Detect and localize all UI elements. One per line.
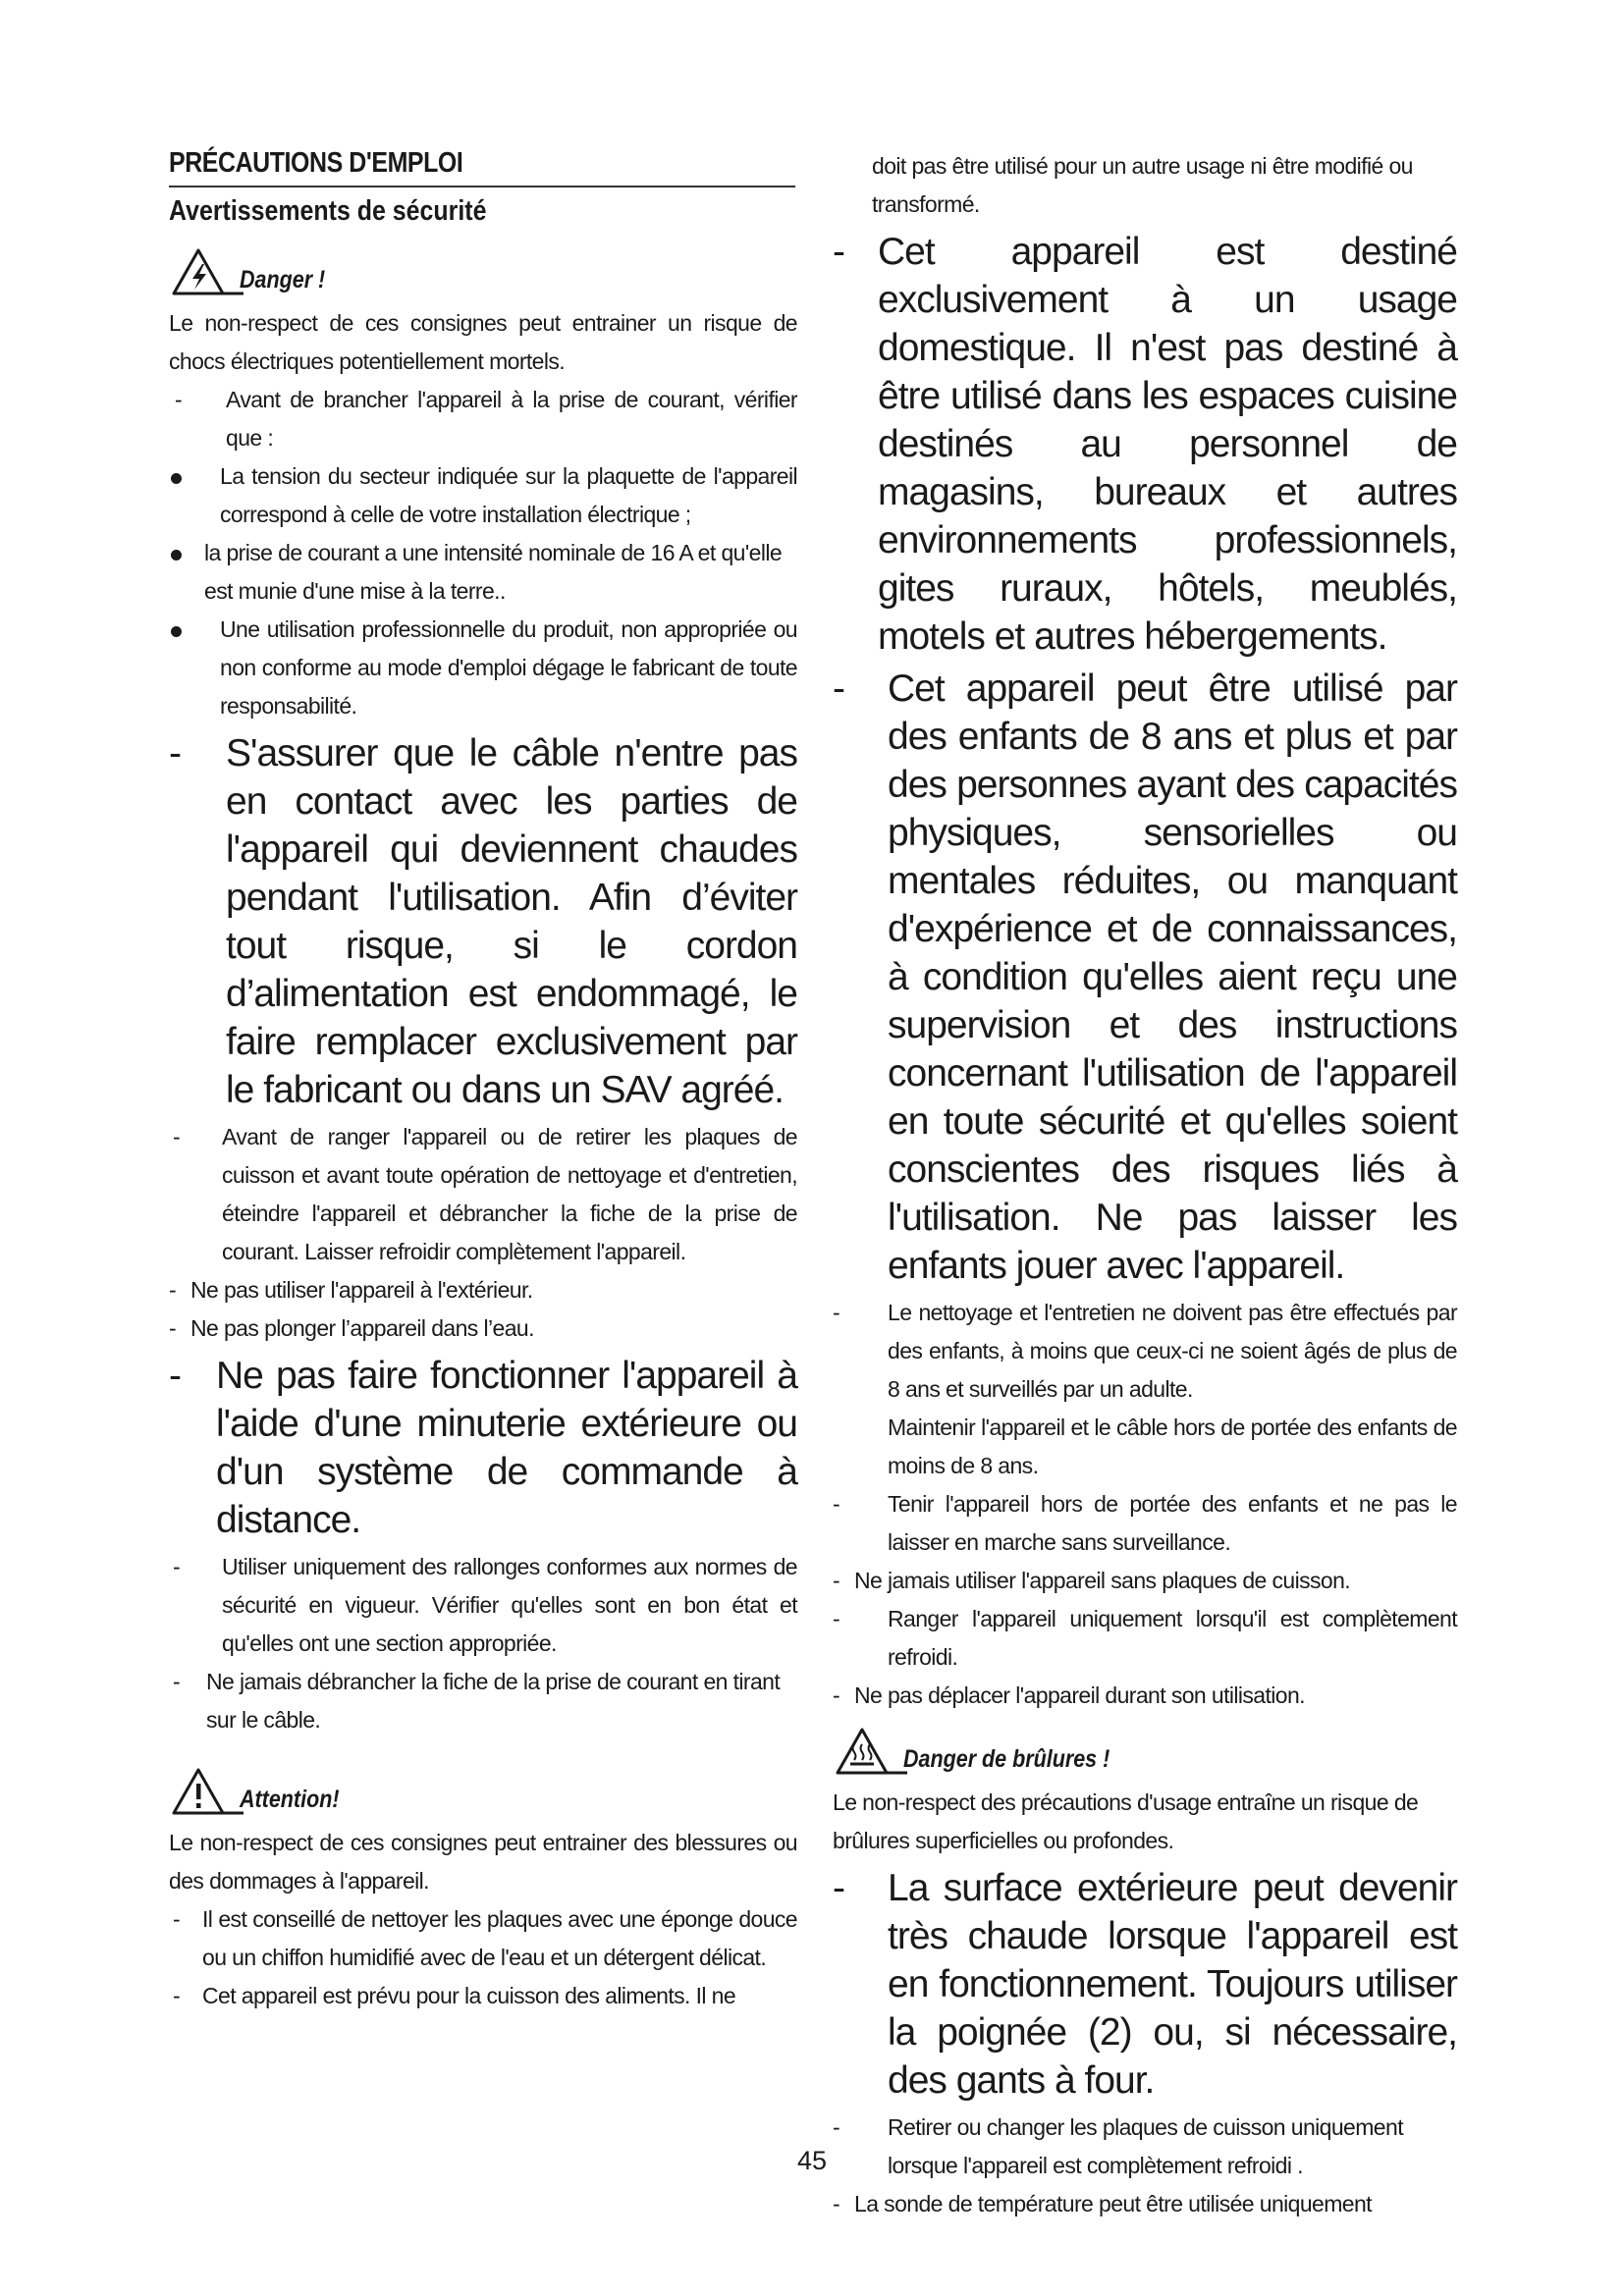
list-item-text: Utiliser uniquement des rallonges conformes aux normes de sécurité en vigueur. Vérifier qu'elles sont en bon état et qu'elles ont une section appropriée. (222, 1554, 797, 1656)
list-item (169, 1309, 797, 1348)
page-number: 45 (796, 2146, 828, 2175)
dash-marker: - (833, 1491, 840, 1517)
list-item-text: Ranger l'appareil uniquement lorsqu'il est complètement refroidi. (888, 1606, 1457, 1670)
list-item-text: Ne jamais utiliser l'appareil sans plaques de cuisson. (854, 1568, 1351, 1593)
dash-marker: - (169, 1315, 177, 1341)
list-item-text: Cet appareil peut être utilisé par des enfants de 8 ans et plus et par des personnes ayant des capacités physiques, sensorielles ou mentales réduites, ou manquant d'expérience et de connaissances, à condition qu'elles aient reçu une supervision et des instructions concernant l'utilisation de l'appareil en toute sécurité et qu'elles soient conscientes des risques liés à l'utilisation. Ne pas laisser les enfants jouer avec l'appareil. (888, 667, 1457, 1287)
dash-marker: - (833, 1300, 840, 1325)
dash-marker: - (173, 1669, 181, 1694)
list-item (169, 1271, 797, 1309)
list-item (169, 457, 797, 534)
list-item-text: Cet appareil est prévu pour la cuisson des aliments. Il ne (202, 1983, 736, 2008)
list-item (833, 1677, 1457, 1715)
list-item (169, 1900, 797, 1977)
list-item (169, 1663, 797, 1739)
list-item-text: Il est conseillé de nettoyer les plaques avec une éponge douce ou un chiffon humidifié avec de l'eau et un détergent délicat. (202, 1906, 797, 1970)
list-item-text: la prise de courant a une intensité nominale de 16 A et qu'elle est munie d'une mise à la terre.. (204, 540, 783, 604)
list-item-text: Cet appareil est destiné exclusivement à un usage domestique. Il n'est pas destiné à être utilisé dans les espaces cuisine destinés au personnel de magasins, bureaux et autres environnements professionnels, gites ruraux, hôtels, meublés, motels et autres hébergements. (878, 231, 1457, 658)
dash-marker: - (169, 1355, 181, 1397)
burn-intro: Le non-respect des précautions d'usage entraîne un risque de brûlures superficielles ou profondes. (833, 1789, 1419, 1853)
bullet-marker (169, 611, 220, 725)
list-item-text: Ne jamais débrancher la fiche de la prise de courant en tirant sur le câble. (206, 1669, 781, 1733)
list-item-text: Retirer ou changer les plaques de cuisson uniquement lorsque l'appareil est complètement refroidi . (888, 2114, 1403, 2178)
list-item-text: Ne pas faire fonctionner l'appareil à l'aide d'une minuterie extérieure ou d'un système de commande à distance. (216, 1355, 797, 1541)
dash-marker: - (833, 1568, 840, 1593)
electric-warning-icon (169, 247, 245, 296)
list-item-text: Avant de brancher l'appareil à la prise de courant, vérifier que : (226, 387, 797, 451)
list-item-text: Tenir l'appareil hors de portée des enfants et ne pas le laisser en marche sans surveillance. (888, 1491, 1457, 1555)
danger-label: Danger ! (240, 266, 326, 294)
list-item-text: Avant de ranger l'appareil ou de retirer les plaques de cuisson et avant toute opération de nettoyage et d'entretien, éteindre l'appareil et débrancher la fiche de la prise de courant. Laisser refroidir complètement l'appareil. (222, 1124, 797, 1264)
dash-marker: - (173, 1983, 181, 2008)
list-item-text: Ne pas plonger l’appareil dans l’eau. (190, 1315, 534, 1341)
exclamation-warning-icon (169, 1767, 245, 1816)
list-item-text: La sonde de température peut être utilisée uniquement (854, 2191, 1372, 2216)
list-item (833, 1485, 1457, 1562)
dash-marker: - (833, 1682, 840, 1708)
list-item (169, 1977, 797, 2015)
burn-heading (833, 1725, 1457, 1776)
list-item-text: Maintenir l'appareil et le câble hors de portée des enfants de moins de 8 ans. (888, 1415, 1457, 1478)
bullet-marker (169, 457, 220, 534)
list-item (833, 1562, 1457, 1600)
dash-marker: - (833, 1606, 840, 1631)
list-item-text: La tension du secteur indiquée sur la plaquette de l'appareil correspond à celle de votre installation électrique ; (220, 463, 797, 527)
dash-marker: - (173, 1124, 181, 1149)
dash-marker: - (173, 1906, 181, 1932)
dash-marker: - (833, 2114, 840, 2140)
section-title: PRÉCAUTIONS D'EMPLOI (169, 147, 795, 187)
attention-intro: Le non-respect de ces consignes peut entrainer des blessures ou des dommages à l'appareil. (169, 1830, 797, 1894)
list-item-text: Une utilisation professionnelle du produit, non appropriée ou non conforme au mode d'emploi dégage le fabricant de toute responsabilité. (220, 616, 797, 719)
dash-marker: - (169, 732, 181, 774)
continuation-text: doit pas être utilisé pour un autre usage ni être modifié ou transformé. (872, 153, 1413, 217)
dash-marker: - (175, 387, 183, 412)
list-item (169, 1352, 797, 1544)
attention-label: Attention! (240, 1786, 340, 1813)
hot-surface-warning-icon (833, 1727, 909, 1776)
list-item (169, 534, 797, 611)
section-subtitle: Avertissements de sécurité (169, 195, 487, 227)
list-item-text: S'assurer que le câble n'entre pas en contact avec les parties de l'appareil qui deviennent chaudes pendant l'utilisation. Afin d’éviter tout risque, si le cordon d’alimentation est endommagé, le faire remplacer exclusivement par le fabricant ou dans un SAV agréé. (226, 732, 797, 1111)
bullet-marker (169, 534, 204, 611)
list-item (169, 381, 797, 457)
dash-marker: - (833, 231, 844, 273)
list-item (833, 228, 1457, 661)
list-item (833, 1864, 1457, 2105)
dash-marker: - (833, 667, 844, 710)
list-item (169, 1118, 797, 1271)
list-item (833, 1294, 1457, 1409)
attention-heading (169, 1765, 797, 1816)
list-item (169, 729, 797, 1114)
list-item-text: Ne pas utiliser l'appareil à l'extérieur. (190, 1277, 533, 1303)
list-item-text: Le nettoyage et l'entretien ne doivent pas être effectués par des enfants, à moins que ceux-ci ne soient âgés de plus de 8 ans et surveillés par un adulte. (888, 1300, 1457, 1402)
right-column (833, 147, 1457, 2223)
list-item (833, 1600, 1457, 1677)
list-item (833, 665, 1457, 1290)
dash-marker: - (173, 1554, 181, 1579)
list-item-text: La surface extérieure peut devenir très chaude lorsque l'appareil est en fonctionnement. Toujours utiliser la poignée (2) ou, si nécessaire, des gants à four. (888, 1867, 1457, 2102)
danger-heading (169, 245, 797, 296)
list-item (169, 611, 797, 725)
list-item (169, 1548, 797, 1663)
burn-label: Danger de brûlures ! (903, 1745, 1110, 1773)
list-item-text: Ne pas déplacer l'appareil durant son utilisation. (854, 1682, 1305, 1708)
dash-marker: - (833, 1867, 844, 1909)
list-item (833, 2185, 1457, 2223)
dash-marker: - (833, 2191, 840, 2216)
left-column (169, 147, 797, 2015)
danger-intro: Le non-respect de ces consignes peut entrainer un risque de chocs électriques potentiellement mortels. (169, 310, 797, 374)
dash-marker: - (169, 1277, 177, 1303)
